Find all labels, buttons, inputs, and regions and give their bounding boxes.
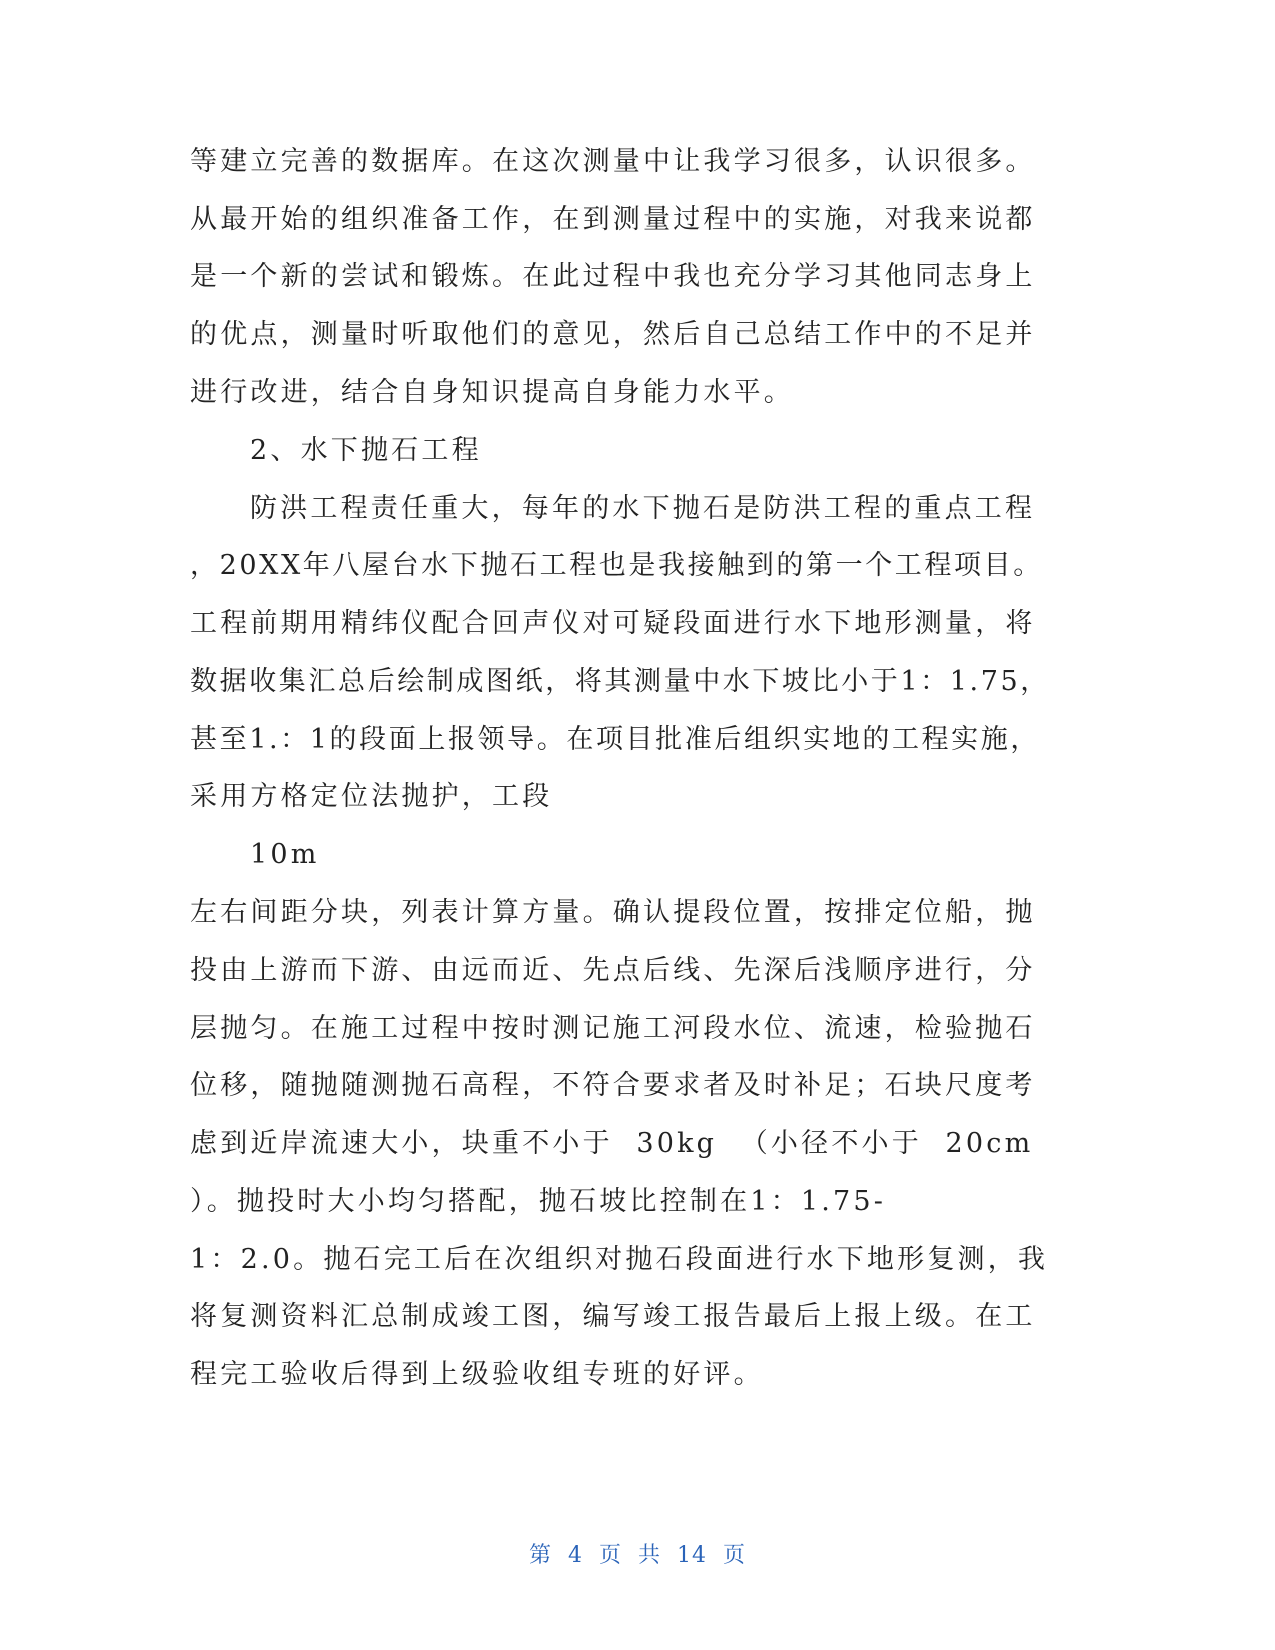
paragraph-line: 的优点，测量时听取他们的意见，然后自己总结工作中的不足并 [190, 319, 1036, 350]
page-number: 第 4 页 共 14 页 [529, 1543, 746, 1568]
paragraph-line: 左右间距分块，列表计算方量。确认提段位置，按排定位船，抛 [190, 897, 1036, 928]
section-heading: 2、水下抛石工程 [250, 435, 482, 466]
paragraph-line: 从最开始的组织准备工作，在到测量过程中的实施，对我来说都 [190, 204, 1036, 235]
paragraph-line: 投由上游而下游、由远而近、先点后线、先深后浅顺序进行，分 [190, 955, 1036, 986]
paragraph-line: 位移，随抛随测抛石高程，不符合要求者及时补足；石块尺度考 [190, 1070, 1036, 1101]
paragraph-line: 防洪工程责任重大，每年的水下抛石是防洪工程的重点工程 [250, 493, 1036, 524]
paragraph-line: 等建立完善的数据库。在这次测量中让我学习很多，认识很多。 [190, 146, 1036, 177]
paragraph-line: 将复测资料汇总制成竣工图，编写竣工报告最后上报上级。在工 [190, 1301, 1036, 1332]
paragraph-line: 1：2.0。抛石完工后在次组织对抛石段面进行水下地形复测，我 [190, 1244, 1049, 1275]
paragraph-line: 甚至1.：1的段面上报领导。在项目批准后组织实地的工程实施， [190, 724, 1040, 755]
paragraph-line: 层抛匀。在施工过程中按时测记施工河段水位、流速，检验抛石 [190, 1013, 1036, 1044]
paragraph-line: 数据收集汇总后绘制成图纸，将其测量中水下坡比小于1：1.75， [190, 666, 1050, 697]
paragraph-line: 工程前期用精纬仪配合回声仪对可疑段面进行水下地形测量，将 [190, 608, 1036, 639]
paragraph-line: ）。抛投时大小均匀搭配，抛石坡比控制在1：1.75- [190, 1186, 887, 1217]
paragraph-line: 10m [250, 839, 320, 870]
paragraph-line: 进行改进，结合自身知识提高自身能力水平。 [190, 377, 794, 408]
paragraph-line: 采用方格定位法抛护，工段 [190, 781, 553, 812]
paragraph-line: ，20XX年八屋台水下抛石工程也是我接触到的第一个工程项目。 [190, 550, 1043, 581]
paragraph-line: 是一个新的尝试和锻炼。在此过程中我也充分学习其他同志身上 [190, 261, 1036, 292]
paragraph-line: 虑到近岸流速大小，块重不小于 30kg （小径不小于 20cm [190, 1128, 1034, 1159]
paragraph-line: 程完工验收后得到上级验收组专班的好评。 [190, 1359, 764, 1390]
